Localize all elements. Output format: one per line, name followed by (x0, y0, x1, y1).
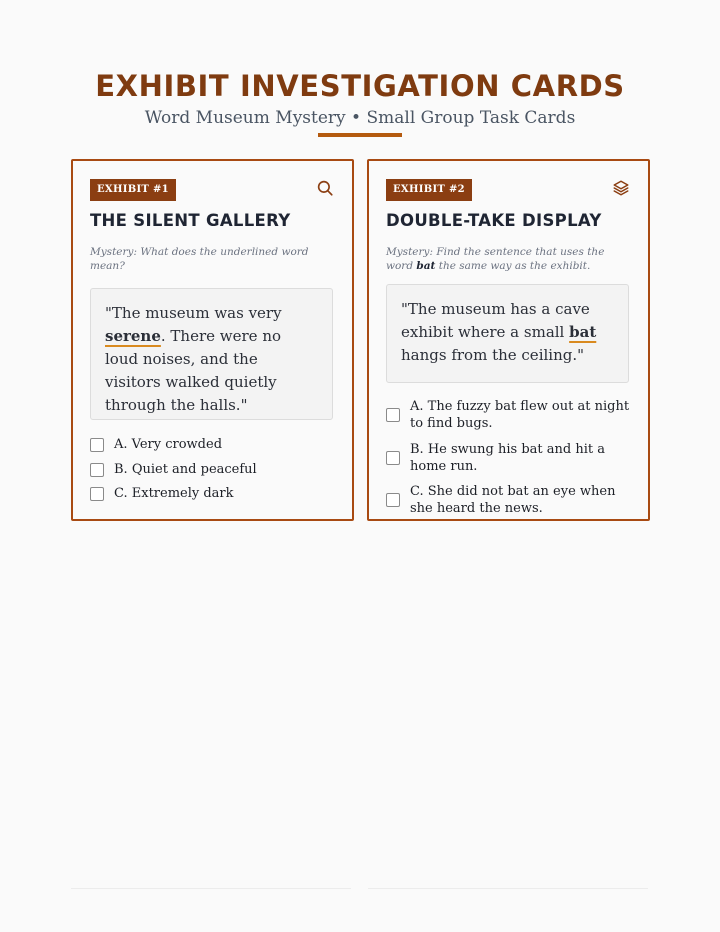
answer-checkbox[interactable] (90, 463, 104, 477)
exhibit-card-1 (71, 159, 354, 521)
answer-checkbox[interactable] (90, 487, 104, 501)
title-divider (318, 133, 402, 137)
exhibit-badge: EXHIBIT #1 (90, 179, 176, 201)
search-icon (316, 179, 334, 197)
page-subtitle: Word Museum Mystery • Small Group Task Cards (144, 108, 576, 128)
exhibit-badge: EXHIBIT #2 (386, 179, 472, 201)
answer-label: A. The fuzzy bat flew out at night to find bugs. (410, 399, 630, 431)
mystery-prompt (386, 245, 631, 273)
answer-checkbox[interactable] (386, 451, 400, 465)
answer-checkbox[interactable] (90, 438, 104, 452)
card-title: DOUBLE-TAKE DISPLAY (386, 211, 602, 230)
page-header (0, 66, 720, 130)
underlined-keyword: serene (105, 327, 161, 345)
exhibit-quote (90, 288, 333, 420)
answer-label: B. He swung his bat and hit a home run. (410, 442, 605, 474)
prompt-keyword: bat (416, 260, 436, 272)
layers-icon (612, 179, 630, 197)
answer-checkbox[interactable] (386, 408, 400, 422)
quote-text-before: "The museum has a cave exhibit where a small (401, 300, 590, 341)
answer-label: B. Quiet and peaceful (114, 462, 257, 477)
quote-text-after: . There were no loud noises, and the visitors walked quietly through the halls." (105, 327, 282, 414)
underlined-keyword: bat (569, 323, 597, 341)
prompt-text-before: Mystery: Find the sentence that uses the word (386, 246, 605, 272)
footer-divider (368, 888, 648, 889)
footer-divider (71, 888, 351, 889)
answer-label: C. She did not bat an eye when she heard the news. (410, 484, 616, 516)
answer-label: A. Very crowded (114, 437, 223, 452)
mystery-prompt: Mystery: What does the underlined word mean? (90, 246, 309, 272)
quote-text-after: hangs from the ceiling." (401, 346, 585, 364)
exhibit-quote (386, 284, 629, 383)
card-title: THE SILENT GALLERY (90, 211, 291, 230)
answer-checkbox[interactable] (386, 493, 400, 507)
page-title: EXHIBIT INVESTIGATION CARDS (95, 69, 625, 103)
prompt-text-after: the same way as the exhibit. (435, 260, 591, 272)
exhibit-card-2 (367, 159, 650, 521)
answer-label: C. Extremely dark (114, 486, 234, 501)
quote-text-before: "The museum was very (105, 304, 282, 322)
